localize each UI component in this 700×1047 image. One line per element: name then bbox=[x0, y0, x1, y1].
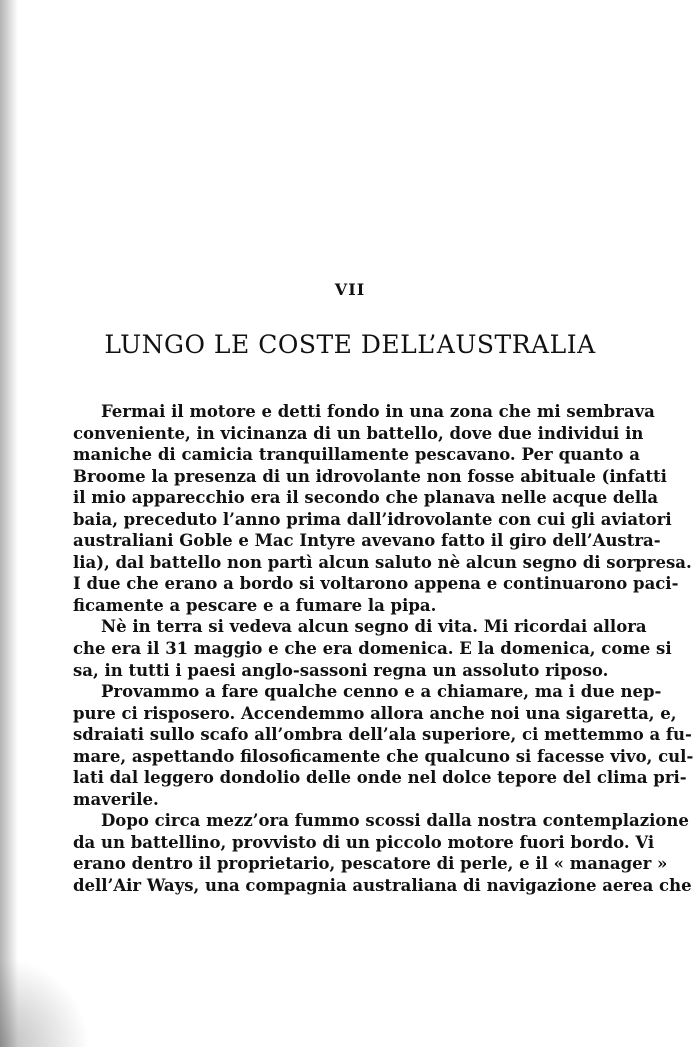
text-line: sdraiati sullo scafo all’ombra dell’ala superiore, ci mettemmo a fu- bbox=[73, 725, 692, 745]
text-line: maverile. bbox=[73, 789, 159, 809]
text-line: il mio apparecchio era il secondo che planava nelle acque della bbox=[73, 488, 659, 508]
text-line: mare, aspettando filosoficamente che qualcuno si facesse vivo, cul- bbox=[73, 746, 694, 766]
text-line: lia), dal battello non partì alcun saluto nè alcun segno di sorpresa. bbox=[73, 552, 692, 572]
text-line: Nè in terra si vedeva alcun segno di vita. Mi ricordai allora bbox=[101, 617, 647, 637]
text-line: erano dentro il proprietario, pescatore di perle, e il « manager » bbox=[73, 854, 668, 874]
text-line: Fermai il motore e detti fondo in una zona che mi sembrava bbox=[101, 402, 655, 421]
text-line: maniche di camicia tranquillamente pescavano. Per quanto a bbox=[73, 445, 640, 465]
text-line: I due che erano a bordo si voltarono appena e continuarono paci- bbox=[73, 574, 679, 594]
text-line: ficamente a pescare e a fumare la pipa. bbox=[73, 595, 437, 615]
text-line: conveniente, in vicinanza di un battello, dove due individui in bbox=[73, 423, 644, 443]
chapter-title: LUNGO LE COSTE DELL’AUSTRALIA bbox=[104, 330, 596, 359]
text-line: baia, preceduto l’anno prima dall’idrovolante con cui gli aviatori bbox=[73, 509, 672, 529]
scan-shadow-left bbox=[0, 0, 18, 1047]
chapter-number: VII bbox=[334, 280, 366, 299]
text-line: da un battellino, provvisto di un piccolo motore fuori bordo. Vi bbox=[73, 832, 655, 852]
text-line: Dopo circa mezz’ora fummo scossi dalla nostra contemplazione bbox=[101, 811, 689, 831]
text-line: lati dal leggero dondolio delle onde nel dolce tepore del clima pri- bbox=[73, 768, 687, 788]
body-text bbox=[73, 401, 694, 897]
text-line: dell’Air Ways, una compagnia australiana di navigazione aerea che bbox=[73, 876, 692, 896]
text-line: che era il 31 maggio e che era domenica. E la domenica, come si bbox=[73, 639, 672, 659]
text-line: Broome la presenza di un idrovolante non fosse abituale (infatti bbox=[73, 466, 667, 486]
text-line: australiani Goble e Mac Intyre avevano fatto il giro dell’Austra- bbox=[73, 531, 661, 551]
text-line: pure ci risposero. Accendemmo allora anche noi una sigaretta, e, bbox=[73, 703, 677, 723]
scan-shadow-corner bbox=[0, 957, 90, 1047]
text-line: sa, in tutti i paesi anglo-sassoni regna un assoluto riposo. bbox=[73, 660, 609, 680]
text-line: Provammo a fare qualche cenno e a chiamare, ma i due nep- bbox=[101, 682, 662, 702]
